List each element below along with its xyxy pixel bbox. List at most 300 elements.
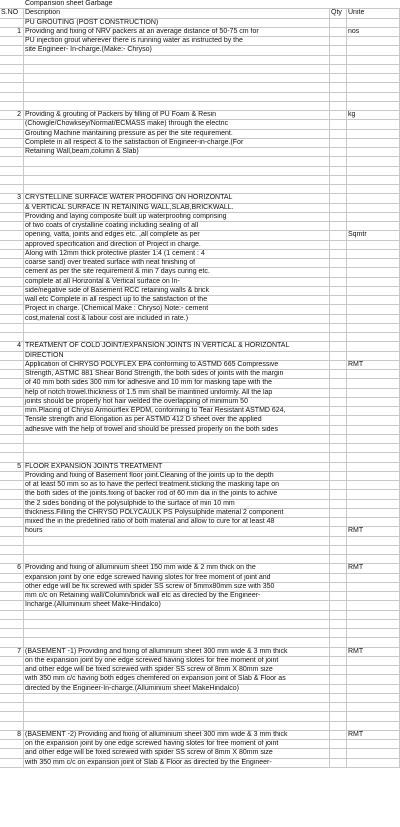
row-unit-cell[interactable]: Sqmtr [347,231,400,239]
row-unit-cell[interactable] [347,703,400,711]
row-sno-cell[interactable] [0,83,24,91]
row-qty-cell[interactable] [330,694,347,702]
row-description-cell[interactable]: hours [24,527,330,535]
row-unit-cell[interactable] [347,241,400,249]
row-sno-cell[interactable] [0,712,24,720]
row-description-cell[interactable] [24,537,330,545]
row-description-cell[interactable]: Retaining Wall,beam,column & Slab) [24,148,330,156]
row-description-cell[interactable]: on the expansion joint by one edge screwed having slotes for free moment of joint [24,740,330,748]
row-sno-cell[interactable] [0,222,24,230]
row-description-cell[interactable] [24,453,330,461]
row-qty-cell[interactable] [330,352,347,360]
row-description-cell[interactable]: Incharge.(Alluminium sheet Make-Hindalco) [24,601,330,609]
row-unit-cell[interactable] [347,93,400,101]
row-qty-cell[interactable] [330,361,347,369]
row-unit-cell[interactable] [347,740,400,748]
row-sno-cell[interactable] [0,398,24,406]
row-unit-cell[interactable] [347,518,400,526]
row-sno-cell[interactable] [0,204,24,212]
row-sno-cell[interactable] [0,102,24,110]
row-unit-cell[interactable] [347,74,400,82]
row-qty-cell[interactable] [330,250,347,258]
header-sno[interactable]: S.NO [0,9,24,17]
row-qty-cell[interactable] [330,657,347,665]
row-sno-cell[interactable] [0,481,24,489]
row-qty-cell[interactable] [330,398,347,406]
row-qty-cell[interactable] [330,601,347,609]
row-sno-cell[interactable] [0,148,24,156]
row-sno-cell[interactable] [0,546,24,554]
row-qty-cell[interactable] [330,93,347,101]
row-sno-cell[interactable]: 5 [0,463,24,471]
row-qty-cell[interactable] [330,629,347,637]
row-unit-cell[interactable] [347,759,400,767]
row-unit-cell[interactable] [347,315,400,323]
row-description-cell[interactable]: (Chowgle/Chowksey/Normat/ECMASS make) through the electric [24,120,330,128]
row-unit-cell[interactable] [347,490,400,498]
row-description-cell[interactable] [24,185,330,193]
row-sno-cell[interactable] [0,453,24,461]
row-qty-cell[interactable] [330,509,347,517]
row-description-cell[interactable]: cement as per the site requirement & min 7 days curing etc. [24,268,330,276]
row-sno-cell[interactable] [0,241,24,249]
row-description-cell[interactable]: (BASEMENT -1) Providing and fixing of alluminium sheet 300 mm wide & 3 mm thick [24,648,330,656]
row-qty-cell[interactable] [330,213,347,221]
row-unit-cell[interactable] [347,537,400,545]
row-unit-cell[interactable] [347,749,400,757]
row-qty-cell[interactable] [330,333,347,341]
row-description-cell[interactable] [24,74,330,82]
row-qty-cell[interactable] [330,703,347,711]
row-description-cell[interactable]: Providing and fixing of NRV packers at an average distance of 50-75 cm for [24,28,330,36]
row-description-cell[interactable]: mixed the in the predefined ratio of both material and allow to cure for at least 48 [24,518,330,526]
row-qty-cell[interactable] [330,472,347,480]
row-sno-cell[interactable]: 4 [0,342,24,350]
row-description-cell[interactable]: of 40 mm both sides 300 mm for adhesive and 10 mm for masking tape with the [24,379,330,387]
row-qty-cell[interactable] [330,139,347,147]
row-sno-cell[interactable] [0,703,24,711]
row-description-cell[interactable] [24,167,330,175]
row-unit-cell[interactable]: RMT [347,361,400,369]
row-description-cell[interactable]: site Engineer- In-charge.(Make:- Chryso) [24,46,330,54]
row-sno-cell[interactable] [0,601,24,609]
row-sno-cell[interactable] [0,389,24,397]
row-sno-cell[interactable] [0,231,24,239]
row-unit-cell[interactable] [347,546,400,554]
row-sno-cell[interactable]: 6 [0,564,24,572]
row-unit-cell[interactable]: RMT [347,731,400,739]
row-qty-cell[interactable] [330,638,347,646]
row-unit-cell[interactable] [347,666,400,674]
row-sno-cell[interactable] [0,722,24,730]
row-description-cell[interactable]: and other edge will be fixed screwed with spider SS screw of 8mm X 80mm size [24,666,330,674]
row-sno-cell[interactable]: 8 [0,731,24,739]
row-description-cell[interactable]: PU GROUTING (POST CONSTRUCTION) [24,19,330,27]
row-unit-cell[interactable] [347,629,400,637]
row-description-cell[interactable] [24,444,330,452]
row-qty-cell[interactable] [330,712,347,720]
row-qty-cell[interactable] [330,463,347,471]
row-qty-cell[interactable] [330,675,347,683]
row-qty-cell[interactable] [330,296,347,304]
row-unit-cell[interactable] [347,574,400,582]
row-sno-cell[interactable] [0,324,24,332]
row-sno-cell[interactable] [0,213,24,221]
row-qty-cell[interactable] [330,481,347,489]
row-qty-cell[interactable] [330,666,347,674]
row-sno-cell[interactable] [0,666,24,674]
row-sno-cell[interactable] [0,675,24,683]
row-unit-cell[interactable] [347,324,400,332]
row-qty-cell[interactable] [330,157,347,165]
row-unit-cell[interactable] [347,65,400,73]
row-sno-cell[interactable] [0,65,24,73]
row-unit-cell[interactable] [347,287,400,295]
row-sno-cell[interactable] [0,620,24,628]
row-qty-cell[interactable] [330,111,347,119]
row-sno-cell[interactable] [0,657,24,665]
row-description-cell[interactable] [24,333,330,341]
row-unit-cell[interactable] [347,250,400,258]
row-description-cell[interactable]: the 2 sides bonding of the polysulphide to the surface of min 10 mm [24,500,330,508]
row-description-cell[interactable]: of two coats of crystalline coating including sealing of all [24,222,330,230]
row-sno-cell[interactable] [0,56,24,64]
row-description-cell[interactable]: side/negative side of Basement RCC retaining walls & brick [24,287,330,295]
row-sno-cell[interactable] [0,287,24,295]
row-sno-cell[interactable] [0,268,24,276]
title-spacer-cell[interactable] [0,0,24,8]
row-unit-cell[interactable]: RMT [347,564,400,572]
row-description-cell[interactable]: with 350 mm c/c having both edges chemfered on expansion joint of Slab & Floor as [24,675,330,683]
row-sno-cell[interactable] [0,416,24,424]
row-qty-cell[interactable] [330,527,347,535]
row-qty-cell[interactable] [330,453,347,461]
row-qty-cell[interactable] [330,74,347,82]
row-description-cell[interactable] [24,102,330,110]
row-sno-cell[interactable] [0,574,24,582]
row-unit-cell[interactable] [347,416,400,424]
row-qty-cell[interactable] [330,65,347,73]
row-sno-cell[interactable] [0,555,24,563]
row-description-cell[interactable] [24,324,330,332]
row-qty-cell[interactable] [330,28,347,36]
row-description-cell[interactable]: Along with 12mm thick protective plaster 1:4 (1 cement : 4 [24,250,330,258]
row-unit-cell[interactable] [347,139,400,147]
row-description-cell[interactable]: Complete in all respect & to the satisfaction of Engineer-in-charge.(For [24,139,330,147]
row-unit-cell[interactable] [347,638,400,646]
row-description-cell[interactable] [24,157,330,165]
row-qty-cell[interactable] [330,444,347,452]
row-unit-cell[interactable] [347,130,400,138]
row-unit-cell[interactable] [347,46,400,54]
header-unit[interactable]: Unite [347,9,400,17]
row-sno-cell[interactable] [0,638,24,646]
row-qty-cell[interactable] [330,176,347,184]
row-sno-cell[interactable] [0,537,24,545]
row-description-cell[interactable] [24,435,330,443]
row-unit-cell[interactable] [347,222,400,230]
row-qty-cell[interactable] [330,574,347,582]
row-description-cell[interactable] [24,93,330,101]
row-qty-cell[interactable] [330,648,347,656]
row-sno-cell[interactable] [0,250,24,258]
row-description-cell[interactable]: DIRECTION [24,352,330,360]
row-sno-cell[interactable] [0,167,24,175]
row-unit-cell[interactable] [347,601,400,609]
row-description-cell[interactable]: help of notch trowel.thickness of 1.5 mm shall be maintined uniformly. All the lap [24,389,330,397]
row-description-cell[interactable]: other edge will be fix screwed with spider SS screw of 5mmx80mm size with 350 [24,583,330,591]
row-unit-cell[interactable] [347,342,400,350]
row-unit-cell[interactable] [347,268,400,276]
row-sno-cell[interactable] [0,500,24,508]
row-description-cell[interactable]: mm.Placing of Chryso Armourflex EPDM, conforming to Tear Resistant ASTMD 624, [24,407,330,415]
row-description-cell[interactable] [24,722,330,730]
row-sno-cell[interactable] [0,407,24,415]
row-sno-cell[interactable] [0,759,24,767]
row-description-cell[interactable]: CRYSTELLINE SURFACE WATER PROOFING ON HORIZONTAL [24,194,330,202]
row-qty-cell[interactable] [330,426,347,434]
row-description-cell[interactable]: cost,material cost & labour cost are included in rate.) [24,315,330,323]
row-description-cell[interactable] [24,56,330,64]
row-unit-cell[interactable] [347,305,400,313]
row-sno-cell[interactable] [0,305,24,313]
row-unit-cell[interactable]: kg [347,111,400,119]
row-sno-cell[interactable]: 3 [0,194,24,202]
row-description-cell[interactable]: thickness.Filling the CHRYSO POLYCAULK PS Polysulphide material 2 component [24,509,330,517]
row-sno-cell[interactable]: 2 [0,111,24,119]
row-qty-cell[interactable] [330,194,347,202]
row-description-cell[interactable]: on the expansion joint by one edge screwed having slotes for free moment of joint [24,657,330,665]
row-description-cell[interactable] [24,694,330,702]
row-sno-cell[interactable] [0,352,24,360]
row-description-cell[interactable]: Providing and fixing of alluminium sheet 150 mm wide & 2 mm thick on the [24,564,330,572]
row-sno-cell[interactable] [0,629,24,637]
row-description-cell[interactable]: Grouting Machine mantaining pressure as per the site requirement. [24,130,330,138]
row-unit-cell[interactable] [347,120,400,128]
row-description-cell[interactable] [24,611,330,619]
row-unit-cell[interactable] [347,675,400,683]
header-description[interactable]: Description [24,9,330,17]
row-unit-cell[interactable]: RMT [347,527,400,535]
row-description-cell[interactable]: approved specification and direction of Project in charge. [24,241,330,249]
row-description-cell[interactable]: FLOOR EXPANSION JOINTS TREATMENT [24,463,330,471]
row-description-cell[interactable]: coarse sand) over treated surface with neat finishing of [24,259,330,267]
row-description-cell[interactable] [24,176,330,184]
row-description-cell[interactable] [24,703,330,711]
row-description-cell[interactable]: Providing and laying composite built up waterproofing comprising [24,213,330,221]
row-sno-cell[interactable] [0,46,24,54]
row-unit-cell[interactable] [347,500,400,508]
row-qty-cell[interactable] [330,278,347,286]
row-qty-cell[interactable] [330,416,347,424]
row-unit-cell[interactable] [347,509,400,517]
row-description-cell[interactable]: wall etc Complete in all respect up to the satisfaction of the [24,296,330,304]
row-description-cell[interactable]: expansion joint by one edge screwed having slotes for free moment of joint and [24,574,330,582]
row-unit-cell[interactable] [347,296,400,304]
row-description-cell[interactable]: Application of CHRYSO POLYFLEX EPA conforming to ASTMD 665 Compressive [24,361,330,369]
row-sno-cell[interactable] [0,426,24,434]
row-sno-cell[interactable] [0,370,24,378]
row-sno-cell[interactable] [0,518,24,526]
row-unit-cell[interactable] [347,453,400,461]
row-description-cell[interactable]: and other edge will be fixed screwed with spider SS screw of 8mm X 80mm size [24,749,330,757]
row-qty-cell[interactable] [330,500,347,508]
row-qty-cell[interactable] [330,407,347,415]
row-unit-cell[interactable] [347,352,400,360]
row-qty-cell[interactable] [330,102,347,110]
row-unit-cell[interactable] [347,370,400,378]
row-qty-cell[interactable] [330,315,347,323]
row-description-cell[interactable]: & VERTICAL SURFACE IN RETAINING WALL,SLAB,BRICKWALL. [24,204,330,212]
row-unit-cell[interactable] [347,685,400,693]
row-sno-cell[interactable] [0,444,24,452]
row-sno-cell[interactable] [0,694,24,702]
row-unit-cell[interactable] [347,167,400,175]
row-qty-cell[interactable] [330,222,347,230]
row-description-cell[interactable] [24,65,330,73]
row-description-cell[interactable] [24,712,330,720]
row-description-cell[interactable]: Strength, ASTMC 881 Shear Bond Strength, the both sides of joints with the margin [24,370,330,378]
row-qty-cell[interactable] [330,555,347,563]
row-unit-cell[interactable] [347,56,400,64]
row-unit-cell[interactable] [347,213,400,221]
row-qty-cell[interactable] [330,490,347,498]
row-description-cell[interactable] [24,546,330,554]
row-description-cell[interactable]: opening, vatta, joints and edges etc. ,all complete as per [24,231,330,239]
row-qty-cell[interactable] [330,204,347,212]
row-description-cell[interactable] [24,629,330,637]
row-description-cell[interactable]: complete at all Horizontal & Vertical surface on In- [24,278,330,286]
row-description-cell[interactable] [24,83,330,91]
row-description-cell[interactable]: directed by the Engineer-In-charge.(Alluminium sheet MakeHindalco) [24,685,330,693]
row-qty-cell[interactable] [330,435,347,443]
row-description-cell[interactable]: Providing & grouting of Packers by filling of PU Foam & Resin [24,111,330,119]
row-unit-cell[interactable] [347,194,400,202]
row-sno-cell[interactable] [0,379,24,387]
row-sno-cell[interactable] [0,592,24,600]
row-unit-cell[interactable] [347,398,400,406]
row-qty-cell[interactable] [330,546,347,554]
row-sno-cell[interactable] [0,130,24,138]
row-unit-cell[interactable] [347,204,400,212]
row-qty-cell[interactable] [330,185,347,193]
row-qty-cell[interactable] [330,46,347,54]
row-sno-cell[interactable] [0,185,24,193]
row-qty-cell[interactable] [330,241,347,249]
row-qty-cell[interactable] [330,379,347,387]
row-qty-cell[interactable] [330,583,347,591]
row-sno-cell[interactable] [0,19,24,27]
row-description-cell[interactable]: joints should be properly hot hair welded the overlapping of minimum 50 [24,398,330,406]
row-sno-cell[interactable] [0,37,24,45]
row-sno-cell[interactable] [0,315,24,323]
row-unit-cell[interactable] [347,592,400,600]
row-unit-cell[interactable] [347,148,400,156]
row-unit-cell[interactable] [347,333,400,341]
row-unit-cell[interactable] [347,19,400,27]
row-sno-cell[interactable] [0,93,24,101]
row-description-cell[interactable]: Providing and fixing of Basement floor joint.Cleaning of the joints up to the depth [24,472,330,480]
row-qty-cell[interactable] [330,56,347,64]
row-sno-cell[interactable]: 1 [0,28,24,36]
row-qty-cell[interactable] [330,620,347,628]
row-qty-cell[interactable] [330,287,347,295]
row-qty-cell[interactable] [330,19,347,27]
row-description-cell[interactable]: the both sides of the joints.fixing of backer rod of 60 mm dia in the joints to achive [24,490,330,498]
row-unit-cell[interactable]: RMT [347,648,400,656]
row-description-cell[interactable] [24,638,330,646]
row-qty-cell[interactable] [330,685,347,693]
row-description-cell[interactable]: of at least 50 mm so as to have the perfect treatment.sticking the masking tape on [24,481,330,489]
row-sno-cell[interactable] [0,120,24,128]
row-unit-cell[interactable] [347,694,400,702]
row-description-cell[interactable]: PU injection grout wherever there is running water as instructed by the [24,37,330,45]
row-unit-cell[interactable] [347,472,400,480]
row-unit-cell[interactable] [347,407,400,415]
row-unit-cell[interactable] [347,712,400,720]
row-sno-cell[interactable] [0,259,24,267]
row-qty-cell[interactable] [330,722,347,730]
row-unit-cell[interactable] [347,102,400,110]
row-qty-cell[interactable] [330,231,347,239]
row-sno-cell[interactable] [0,176,24,184]
row-unit-cell[interactable] [347,185,400,193]
row-sno-cell[interactable] [0,296,24,304]
row-qty-cell[interactable] [330,130,347,138]
row-unit-cell[interactable] [347,426,400,434]
row-qty-cell[interactable] [330,324,347,332]
row-qty-cell[interactable] [330,370,347,378]
row-description-cell[interactable]: Tensile strength and Elongation as per ASTMD 412 D sheet over the applied [24,416,330,424]
row-qty-cell[interactable] [330,37,347,45]
row-qty-cell[interactable] [330,259,347,267]
row-description-cell[interactable]: with 350 mm c/c on expansion joint of Slab & Floor as directed by the Engineer- [24,759,330,767]
row-sno-cell[interactable] [0,139,24,147]
row-unit-cell[interactable] [347,657,400,665]
row-sno-cell[interactable] [0,685,24,693]
row-qty-cell[interactable] [330,83,347,91]
row-unit-cell[interactable] [347,611,400,619]
row-qty-cell[interactable] [330,389,347,397]
row-unit-cell[interactable] [347,83,400,91]
row-sno-cell[interactable] [0,157,24,165]
row-unit-cell[interactable] [347,389,400,397]
row-qty-cell[interactable] [330,611,347,619]
row-sno-cell[interactable] [0,509,24,517]
row-unit-cell[interactable] [347,583,400,591]
header-qty[interactable]: Qty [330,9,347,17]
row-qty-cell[interactable] [330,148,347,156]
row-qty-cell[interactable] [330,268,347,276]
row-sno-cell[interactable] [0,435,24,443]
row-sno-cell[interactable] [0,333,24,341]
row-description-cell[interactable]: (BASEMENT -2) Providing and fixing of alluminium sheet 300 mm wide & 3 mm thick [24,731,330,739]
row-qty-cell[interactable] [330,305,347,313]
row-description-cell[interactable]: mm c/c on Retaining wall/Column/brick wall etc as directed by the Engineer- [24,592,330,600]
row-qty-cell[interactable] [330,564,347,572]
row-unit-cell[interactable] [347,379,400,387]
row-qty-cell[interactable] [330,342,347,350]
row-qty-cell[interactable] [330,120,347,128]
row-sno-cell[interactable]: 7 [0,648,24,656]
row-description-cell[interactable]: Project in charge. (Chemical Make : Chryso) Note:- cement [24,305,330,313]
sheet-title[interactable]: Comparision sheet Garbage [25,0,113,7]
row-unit-cell[interactable] [347,481,400,489]
row-sno-cell[interactable] [0,583,24,591]
row-sno-cell[interactable] [0,740,24,748]
row-qty-cell[interactable] [330,537,347,545]
row-unit-cell[interactable] [347,435,400,443]
